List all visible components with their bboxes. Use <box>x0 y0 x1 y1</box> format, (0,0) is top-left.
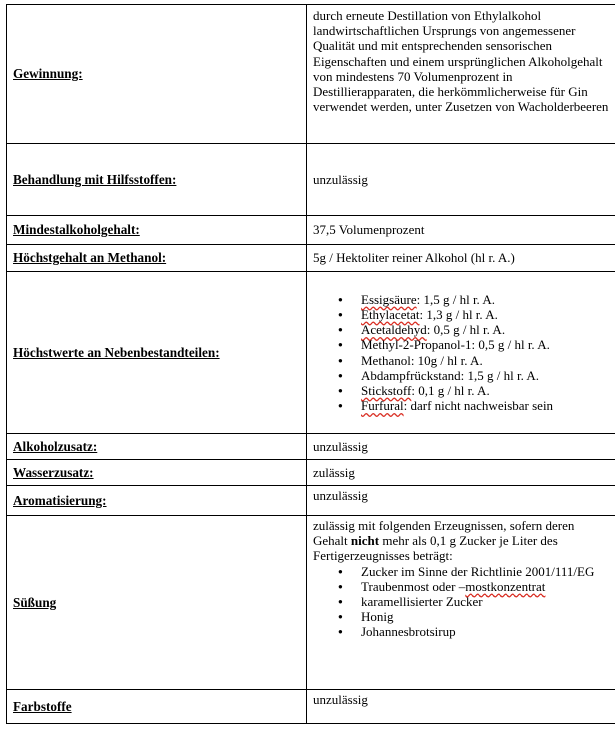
intro-text-b: mehr als 0,1 g Zucker je Liter des Fertigerzeugnisses beträgt: <box>313 533 558 564</box>
list-item <box>361 307 611 322</box>
list-item <box>361 398 611 413</box>
label-mindestalkohol: Mindestalkoholgehalt: <box>7 216 307 245</box>
item-text: : 1,3 g / hl r. A. <box>419 306 498 322</box>
item-text: Traubenmost oder – <box>361 578 466 594</box>
item-text: : 1,5 g / hl r. A. <box>416 291 495 307</box>
intro-text-a: zulässig mit folgenden Erzeugnissen, sofern deren Gehalt <box>313 518 575 549</box>
row-behandlung <box>7 144 615 216</box>
spell-term: Furfural <box>361 398 404 414</box>
label-suessung <box>7 516 307 690</box>
spell-term: Stickstoff <box>361 382 412 398</box>
value-gewinnung: durch erneute Destillation von Ethylalkohol landwirtschaftlichen Ursprungs von angemessener Qualität und mit entsprechenden sensorischen Eigenschaften und einem ursprünglichen Alkoholgehalt von mindestens 70 Volumenprozent in Destillierapparaten, die herkömmlicherweise für Gin verwendet werden, unter Zusetzen von Wacholderbeeren <box>307 5 615 144</box>
label-farbstoffe: Farbstoffe <box>7 690 307 724</box>
list-item <box>361 292 611 307</box>
item-text: Zucker im Sinne der Richtlinie 2001/111/EG <box>361 563 595 579</box>
suessung-list <box>313 564 611 640</box>
label-behandlung: Behandlung mit Hilfsstoffen: <box>7 144 307 216</box>
list-item <box>361 383 611 398</box>
item-text: Abdampfrückstand: 1,5 g / hl r. A. <box>361 367 540 383</box>
list-item <box>361 353 611 368</box>
value-mindestalkohol: 37,5 Volumenprozent <box>307 216 615 245</box>
row-aromatisierung <box>7 486 615 516</box>
row-mindestalkohol <box>7 216 615 245</box>
row-wasserzusatz <box>7 460 615 486</box>
list-item <box>361 609 611 624</box>
list-item <box>361 594 611 609</box>
row-nebenbestandteile <box>7 272 615 434</box>
nebenbestandteile-list <box>313 292 611 414</box>
item-text: : darf nicht nachweisbar sein <box>403 398 554 414</box>
list-item <box>361 624 611 639</box>
intro-bold: nicht <box>350 533 380 549</box>
item-text: Johannesbrotsirup <box>361 624 456 640</box>
row-alkoholzusatz <box>7 434 615 460</box>
label-alkoholzusatz: Alkoholzusatz: <box>7 434 307 460</box>
value-methanol: 5g / Hektoliter reiner Alkohol (hl r. A.) <box>307 245 615 272</box>
spell-term: Ethylacetat <box>361 306 420 322</box>
item-text: : 0,1 g / hl r. A. <box>411 382 490 398</box>
list-item <box>361 337 611 352</box>
value-alkoholzusatz: unzulässig <box>307 434 615 460</box>
label-nebenbestandteile: Höchstwerte an Nebenbestandteilen: <box>7 272 307 434</box>
value-wasserzusatz: zulässig <box>307 460 615 486</box>
list-item <box>361 368 611 383</box>
spec-table <box>6 4 615 724</box>
item-text: karamellisierter Zucker <box>361 594 483 610</box>
spell-term: Acetaldehyd <box>361 322 427 338</box>
label-aromatisierung: Aromatisierung: <box>7 486 307 516</box>
suessung-label-text: Süßung <box>13 594 57 610</box>
row-farbstoffe <box>7 690 615 724</box>
list-item <box>361 579 611 594</box>
list-item <box>361 322 611 337</box>
suessung-intro <box>313 518 611 564</box>
value-suessung <box>307 516 615 690</box>
list-item <box>361 564 611 579</box>
value-farbstoffe: unzulässig <box>307 690 615 724</box>
row-methanol <box>7 245 615 272</box>
spell-term: Essigsäure <box>361 291 417 307</box>
item-text: Methanol: 10g / hl r. A. <box>361 352 483 368</box>
row-gewinnung <box>7 5 615 144</box>
spell-term: mostkonzentrat <box>465 578 546 594</box>
gin-spec-document <box>6 4 610 724</box>
value-behandlung: unzulässig <box>307 144 615 216</box>
label-methanol: Höchstgehalt an Methanol: <box>7 245 307 272</box>
label-wasserzusatz: Wasserzusatz: <box>7 460 307 486</box>
row-suessung <box>7 516 615 690</box>
value-aromatisierung: unzulässig <box>307 486 615 516</box>
item-text: Honig <box>361 609 394 625</box>
label-gewinnung: Gewinnung: <box>7 5 307 144</box>
item-text: Methyl-2-Propanol-1: 0,5 g / hl r. A. <box>361 337 550 353</box>
value-nebenbestandteile <box>307 272 615 434</box>
item-text: : 0,5 g / hl r. A. <box>426 322 506 338</box>
